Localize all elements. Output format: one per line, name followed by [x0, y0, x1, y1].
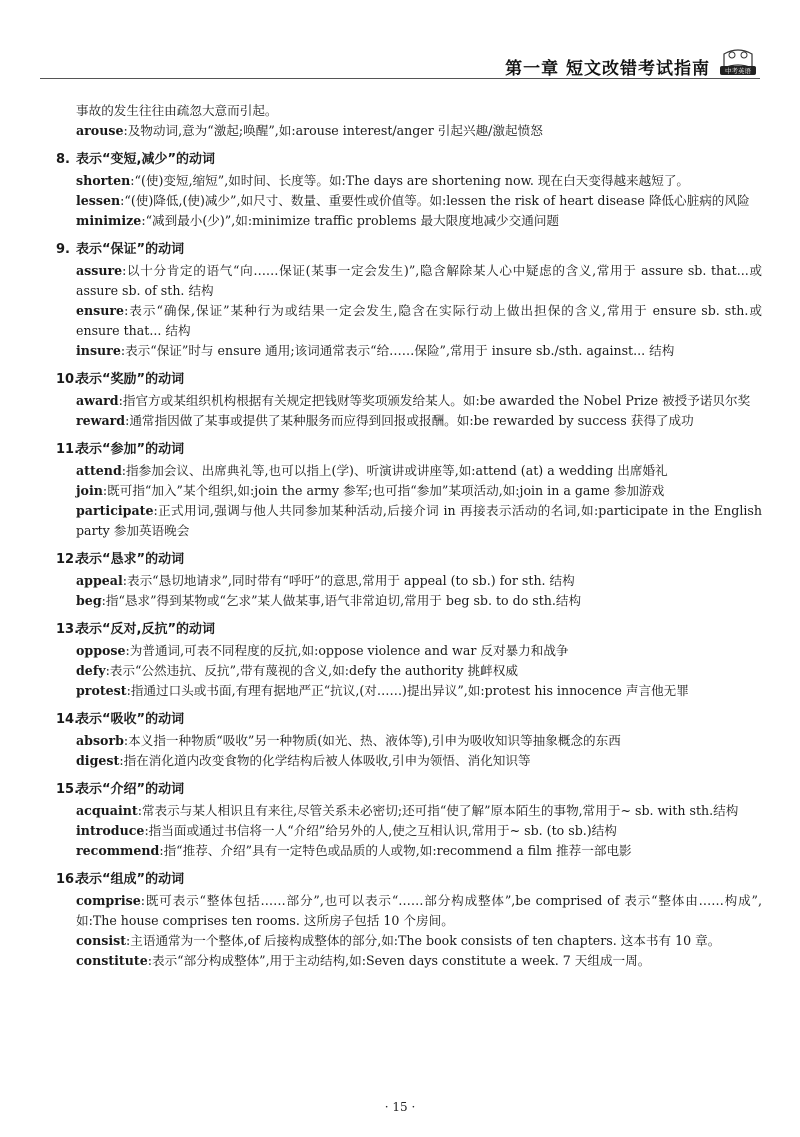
vocab-term: beg — [76, 593, 102, 608]
book-logo-icon — [716, 44, 760, 76]
vocab-definition: :指在消化道内改变食物的化学结构后被人体吸收,引申为领悟、消化知识等 — [119, 753, 531, 768]
vocab-entry — [76, 641, 762, 661]
section-number: 12. — [56, 552, 80, 567]
vocab-section — [56, 149, 762, 231]
page-header — [0, 44, 800, 84]
vocab-term: insure — [76, 343, 121, 358]
vocab-entry — [76, 301, 762, 341]
vocab-entry — [76, 391, 762, 411]
vocab-term: absorb — [76, 733, 124, 748]
vocab-entry — [76, 681, 762, 701]
vocab-entry — [76, 891, 762, 931]
vocab-term: introduce — [76, 823, 145, 838]
vocab-term: consist — [76, 933, 127, 948]
vocab-definition: :表示“确保,保证”某种行为或结果一定会发生,隐含在实际行动上做出担保的含义,常用于 ensure sb. sth.或 ensure that... 结构 — [76, 303, 762, 338]
vocab-definition: :常表示与某人相识且有来往,尽管关系未必密切;还可指“使了解”原本陌生的事物,常用于~ sb. with sth.结构 — [137, 803, 739, 818]
vocab-entry — [76, 341, 762, 361]
vocab-definition: :既可表示“整体包括……部分”,也可以表示“……部分构成整体”,be comprised of 表示“整体由……构成”,如:The house comprises ten rooms. 这所房子包括 10 个房间。 — [76, 893, 762, 928]
vocab-term: ensure — [76, 303, 125, 318]
section-title: 表示“组成”的动词 — [76, 872, 185, 887]
vocab-entry — [76, 121, 762, 141]
vocab-term: appeal — [76, 573, 123, 588]
vocab-entry — [76, 821, 762, 841]
vocab-term: recommend — [76, 843, 160, 858]
vocab-section — [56, 239, 762, 361]
section-heading — [56, 549, 762, 571]
vocab-term: constitute — [76, 953, 148, 968]
section-heading — [56, 149, 762, 171]
vocab-term: award — [76, 393, 119, 408]
vocab-entry — [76, 951, 762, 971]
vocab-term: join — [76, 483, 103, 498]
section-title: 表示“奖励”的动词 — [76, 372, 185, 387]
vocab-definition: :主语通常为一个整体,of 后接构成整体的部分,如:The book consists of ten chapters. 这本书有 10 章。 — [126, 933, 721, 948]
section-heading — [56, 869, 762, 891]
vocab-term: arouse — [76, 123, 124, 138]
section-title: 表示“保证”的动词 — [76, 242, 185, 257]
vocab-entry — [76, 211, 762, 231]
section-title: 表示“参加”的动词 — [76, 442, 185, 457]
vocab-section — [56, 439, 762, 541]
vocab-definition: :表示“部分构成整体”,用于主动结构,如:Seven days constitute a week. 7 天组成一周。 — [147, 953, 651, 968]
section-heading — [56, 619, 762, 641]
section-number: 11. — [56, 442, 80, 457]
vocab-definition: :表示“公然违抗、反抗”,带有蔑视的含义,如:defy the authority 挑衅权威 — [105, 663, 518, 678]
vocab-section — [56, 779, 762, 861]
section-heading — [56, 369, 762, 391]
vocab-entry — [76, 571, 762, 591]
vocab-section — [56, 869, 762, 971]
vocab-entry — [76, 261, 762, 301]
vocab-definition: :指官方或某组织机构根据有关规定把钱财等奖项颁发给某人。如:be awarded the Nobel Prize 被授予诺贝尔奖 — [118, 393, 751, 408]
vocab-term: acquaint — [76, 803, 138, 818]
vocab-definition: :表示“保证”时与 ensure 通用;该词通常表示“给……保险”,常用于 insure sb./sth. against... 结构 — [120, 343, 675, 358]
vocab-term: shorten — [76, 173, 131, 188]
section-title: 表示“变短,减少”的动词 — [76, 152, 216, 167]
vocab-definition: :正式用词,强调与他人共同参加某种活动,后接介词 in 再接表示活动的名词,如:participate in the English party 参加英语晚会 — [76, 503, 762, 538]
vocab-entry — [76, 591, 762, 611]
vocab-definition: :既可指“加入”某个组织,如:join the army 参军;也可指“参加”某项活动,如:join in a game 参加游戏 — [102, 483, 665, 498]
page-number: · 15 · — [384, 1100, 416, 1114]
section-heading — [56, 779, 762, 801]
vocab-definition: :“减到最小(少)”,如:minimize traffic problems 最大限度地减少交通问题 — [141, 213, 560, 228]
vocab-entry — [76, 931, 762, 951]
vocab-entry — [76, 501, 762, 541]
vocab-entry — [76, 481, 762, 501]
vocab-term: digest — [76, 753, 120, 768]
vocab-term: minimize — [76, 213, 142, 228]
vocab-definition: :“(使)变短,缩短”,如时间、长度等。如:The days are shortening now. 现在白天变得越来越短了。 — [130, 173, 690, 188]
vocab-definition: :“(使)降低,(使)减少”,如尺寸、数量、重要性或价值等。如:lessen the risk of heart disease 降低心脏病的风险 — [120, 193, 750, 208]
vocab-term: comprise — [76, 893, 141, 908]
vocab-section — [56, 549, 762, 611]
section-heading — [56, 709, 762, 731]
vocab-entry — [76, 661, 762, 681]
vocab-section — [56, 619, 762, 701]
vocab-entry — [76, 841, 762, 861]
section-number: 13. — [56, 622, 80, 637]
vocab-definition: :指参加会议、出席典礼等,也可以指上(学)、听演讲或讲座等,如:attend (at) a wedding 出席婚礼 — [121, 463, 668, 478]
vocab-term: reward — [76, 413, 126, 428]
vocab-entry — [76, 751, 762, 771]
section-number: 10. — [56, 372, 80, 387]
vocab-definition: :指当面或通过书信将一人“介绍”给另外的人,使之互相认识,常用于~ sb. (to sb.)结构 — [144, 823, 617, 838]
vocab-term: lessen — [76, 193, 121, 208]
section-number: 9. — [56, 242, 70, 257]
vocab-term: assure — [76, 263, 123, 278]
section-heading — [56, 439, 762, 461]
vocab-term: protest — [76, 683, 127, 698]
vocab-term: attend — [76, 463, 122, 478]
vocab-definition: :通常指因做了某事或提供了某种服务而应得到回报或报酬。如:be rewarded by success 获得了成功 — [125, 413, 694, 428]
vocab-definition: :以十分肯定的语气“向……保证(某事一定会发生)”,隐含解除某人心中疑虑的含义,常用于 assure sb. that...或 assure sb. of sth. 结构 — [76, 263, 762, 298]
vocab-term: defy — [76, 663, 106, 678]
page-content — [56, 101, 762, 971]
vocab-entry — [76, 801, 762, 821]
vocab-entry — [76, 411, 762, 431]
section-number: 15. — [56, 782, 80, 797]
vocab-entry — [76, 191, 762, 211]
vocab-entry — [76, 171, 762, 191]
vocab-definition: :及物动词,意为“激起;唤醒”,如:arouse interest/anger 引起兴趣/激起愤怒 — [123, 123, 543, 138]
vocab-definition: :为普通词,可表不同程度的反抗,如:oppose violence and war 反对暴力和战争 — [125, 643, 569, 658]
logo-text: 中考英语 — [725, 67, 751, 75]
section-title: 表示“介绍”的动词 — [76, 782, 185, 797]
vocab-definition: :指“推荐、介绍”具有一定特色或品质的人或物,如:recommend a film 推荐一部电影 — [159, 843, 632, 858]
section-number: 14. — [56, 712, 80, 727]
section-title: 表示“反对,反抗”的动词 — [76, 622, 216, 637]
chapter-title: 第一章 短文改错考试指南 — [505, 59, 710, 79]
vocab-term: participate — [76, 503, 154, 518]
vocab-term: oppose — [76, 643, 126, 658]
section-number: 8. — [56, 152, 70, 167]
vocab-entry — [76, 461, 762, 481]
vocab-section — [56, 369, 762, 431]
section-heading — [56, 239, 762, 261]
vocab-definition: :表示“恳切地请求”,同时带有“呼吁”的意思,常用于 appeal (to sb.) for sth. 结构 — [122, 573, 575, 588]
vocab-entry — [76, 731, 762, 751]
section-title: 表示“恳求”的动词 — [76, 552, 185, 567]
vocab-definition: :指通过口头或书面,有理有据地严正“抗议,(对……)提出异议”,如:protest his innocence 声言他无罪 — [126, 683, 689, 698]
vocab-section — [56, 709, 762, 771]
intro-continuation: 事故的发生往往由疏忽大意而引起。 — [76, 103, 278, 118]
vocab-definition: :指“恳求”得到某物或“乞求”某人做某事,语气非常迫切,常用于 beg sb. to do sth.结构 — [101, 593, 582, 608]
vocab-definition: :本义指一种物质“吸收”另一种物质(如光、热、液体等),引申为吸收知识等抽象概念的东西 — [123, 733, 621, 748]
section-title: 表示“吸收”的动词 — [76, 712, 185, 727]
section-number: 16. — [56, 872, 80, 887]
